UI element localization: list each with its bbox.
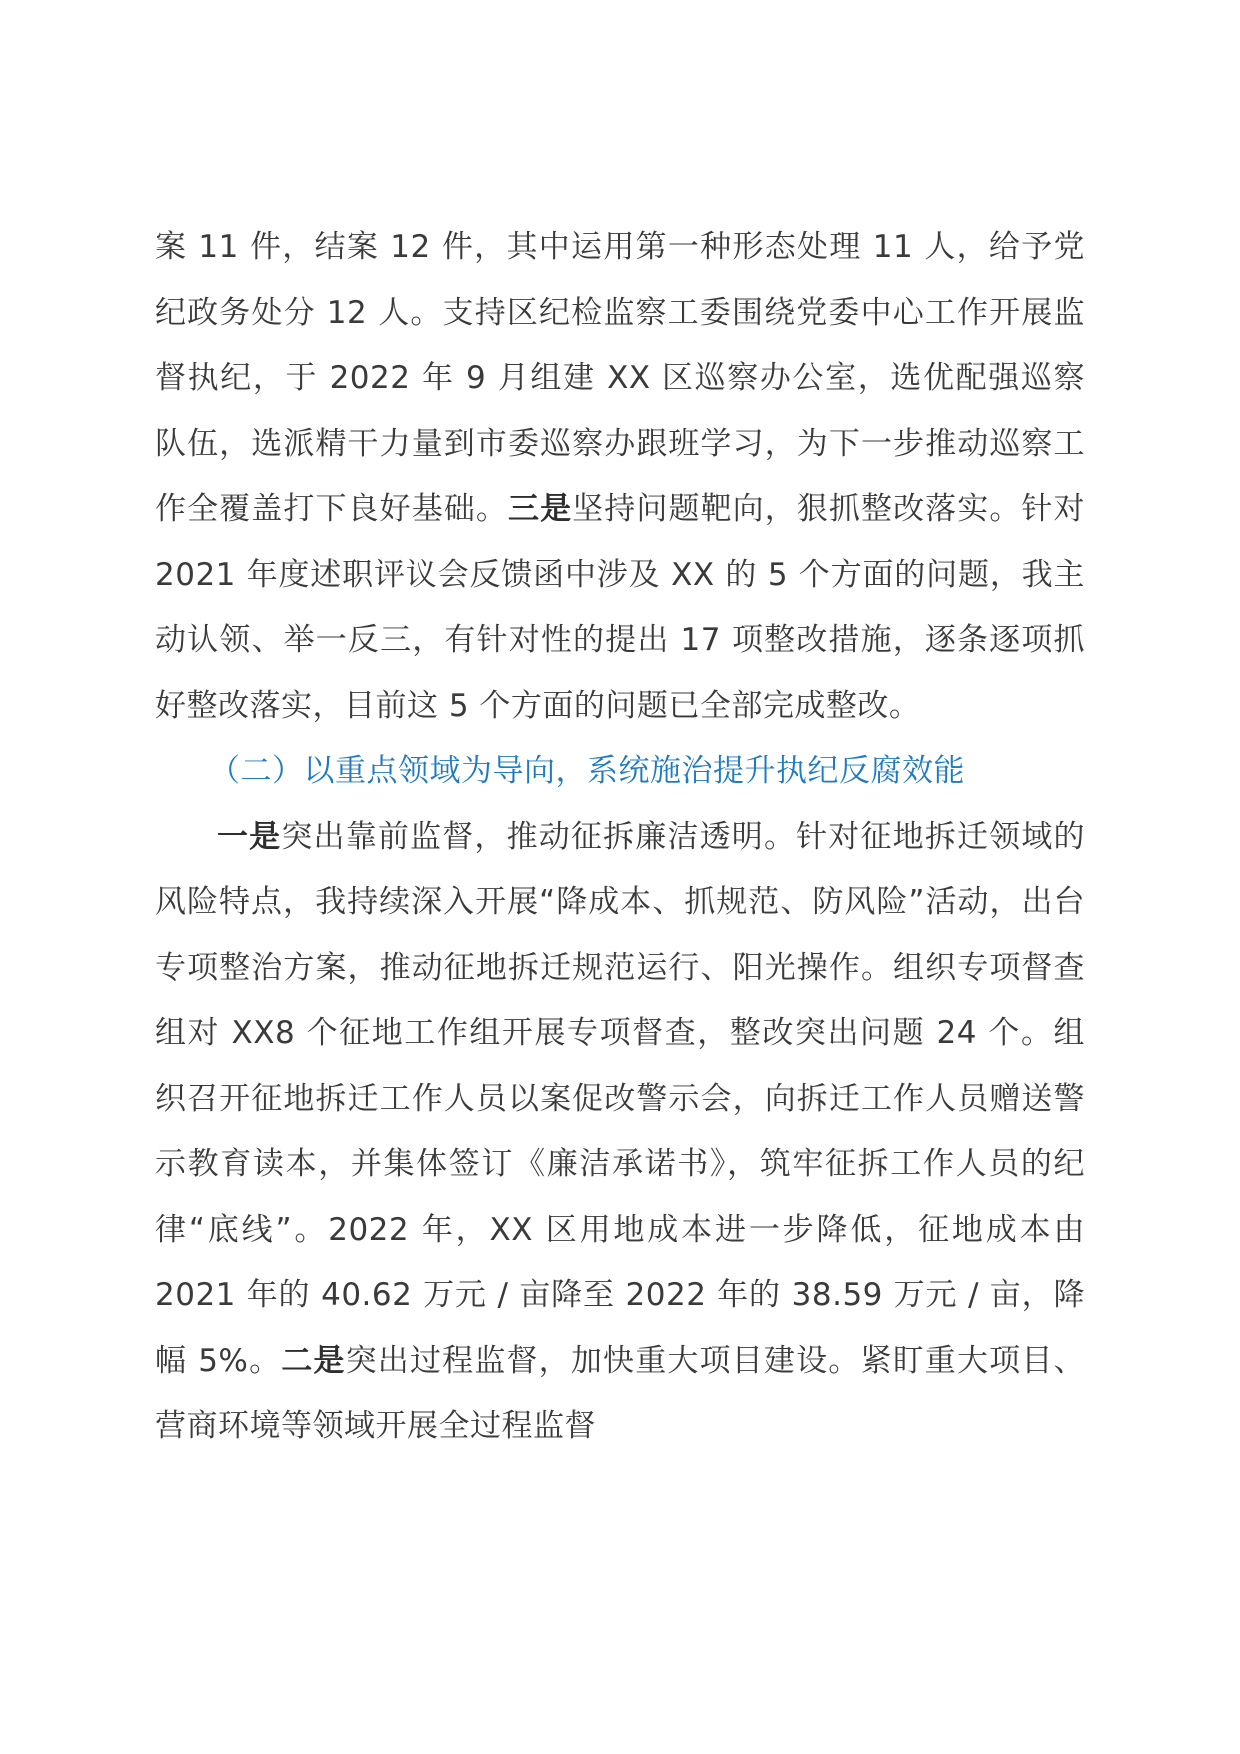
paragraph-1-text-b: 坚持问题靶向，狠抓整改落实。针对 2021 年度述职评议会反馈函中涉及 XX 的 5 个方面的问题，我主动认领、举一反三，有针对性的提出 17 项整改措施，逐条逐项抓好整改落实，目前这 5 个方面的问题已全部完成整改。	[155, 491, 1086, 724]
section-heading-2: （二）以重点领域为导向，系统施治提升执纪反腐效能	[209, 753, 965, 789]
paragraph-1	[155, 215, 1085, 739]
paragraph-2-text-b: 突出过程监督，加快重大项目建设。紧盯重大项目、营商环境等领域开展全过程监督	[155, 1342, 1085, 1444]
paragraph-1-text-a: 案 11 件，结案 12 件，其中运用第一种形态处理 11 人，给予党纪政务处分 12 人。支持区纪检监察工委围绕党委中心工作开展监督执纪，于 2022 年 9 月组建 XX 区巡察办公室，选优配强巡察队伍，选派精干力量到市委巡察办跟班学习，为下一步推动巡察工作全覆盖打下良好基础。	[155, 229, 1085, 527]
document-body	[155, 215, 1085, 1460]
paragraph-2	[155, 805, 1085, 1460]
paragraph-2-text-a: 突出靠前监督，推动征拆廉洁透明。针对征地拆迁领域的风险特点，我持续深入开展“降成本、抓规范、防风险”活动，出台专项整治方案，推动征地拆迁规范运行、阳光操作。组织专项督查组对 XX8 个征地工作组开展专项督查，整改突出问题 24 个。组织召开征地拆迁工作人员以案促改警示会，向拆迁工作人员赠送警示教育读本，并集体签订《廉洁承诺书》，筑牢征拆工作人员的纪律“底线”。2022 年，XX 区用地成本进一步降低，征地成本由 2021 年的 40.62 万元 / 亩降至 2022 年的 38.59 万元 / 亩，降幅 5%。	[155, 818, 1086, 1379]
paragraph-2-lead-er-shi: 二是	[281, 1342, 346, 1379]
paragraph-2-lead-yi-shi: 一是	[217, 818, 282, 855]
paragraph-1-lead-san-shi: 三是	[507, 491, 573, 527]
